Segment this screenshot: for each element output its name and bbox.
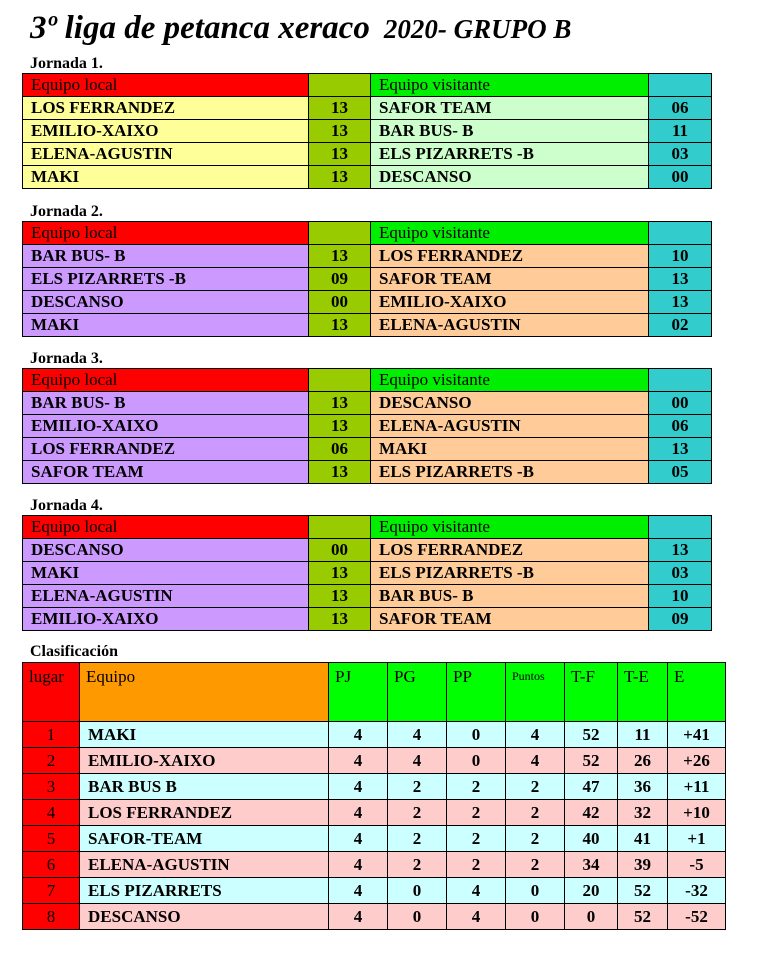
away-score: 11 [649, 120, 712, 143]
pj-cell: 4 [329, 852, 388, 878]
pg-cell: 0 [388, 878, 447, 904]
away-score: 10 [649, 245, 712, 268]
header-te: T-E [618, 663, 668, 722]
pj-cell: 4 [329, 722, 388, 748]
diff-cell: +11 [668, 774, 726, 800]
home-team: LOS FERRANDEZ [23, 438, 309, 461]
table-row [23, 826, 726, 852]
pp-cell: 4 [447, 878, 506, 904]
points-cell: 2 [506, 826, 565, 852]
te-cell: 52 [618, 904, 668, 930]
header-home-score [309, 222, 371, 245]
away-score: 06 [649, 415, 712, 438]
home-team: DESCANSO [23, 539, 309, 562]
team-cell: BAR BUS B [80, 774, 329, 800]
title-sub: 2020- GRUPO B [383, 14, 572, 44]
header-home-score [309, 369, 371, 392]
team-cell: ELS PIZARRETS [80, 878, 329, 904]
header-equipo: Equipo [80, 663, 329, 722]
table-header-row [23, 369, 712, 392]
table-header-row [23, 516, 712, 539]
table-row [23, 748, 726, 774]
away-team: BAR BUS- B [371, 585, 649, 608]
te-cell: 52 [618, 878, 668, 904]
team-cell: ELENA-AGUSTIN [80, 852, 329, 878]
te-cell: 26 [618, 748, 668, 774]
away-team: SAFOR TEAM [371, 608, 649, 631]
pg-cell: 4 [388, 748, 447, 774]
away-score: 00 [649, 392, 712, 415]
home-score: 13 [309, 585, 371, 608]
pj-cell: 4 [329, 878, 388, 904]
home-score: 13 [309, 120, 371, 143]
header-tf: T-F [565, 663, 618, 722]
tf-cell: 47 [565, 774, 618, 800]
home-score: 13 [309, 562, 371, 585]
header-visitor: Equipo visitante [371, 516, 649, 539]
away-team: LOS FERRANDEZ [371, 245, 649, 268]
diff-cell: -52 [668, 904, 726, 930]
pp-cell: 2 [447, 826, 506, 852]
away-team: DESCANSO [371, 392, 649, 415]
jornada-table [22, 221, 712, 337]
team-cell: MAKI [80, 722, 329, 748]
table-row [23, 245, 712, 268]
table-row [23, 461, 712, 484]
header-away-score [649, 516, 712, 539]
away-score: 09 [649, 608, 712, 631]
pj-cell: 4 [329, 748, 388, 774]
table-row [23, 774, 726, 800]
header-away-score [649, 369, 712, 392]
away-team: ELENA-AGUSTIN [371, 314, 649, 337]
pp-cell: 4 [447, 904, 506, 930]
pj-cell: 4 [329, 800, 388, 826]
header-pj: PJ [329, 663, 388, 722]
home-score: 13 [309, 314, 371, 337]
pp-cell: 2 [447, 800, 506, 826]
home-team: BAR BUS- B [23, 392, 309, 415]
table-row [23, 97, 712, 120]
pp-cell: 0 [447, 722, 506, 748]
tf-cell: 34 [565, 852, 618, 878]
pj-cell: 4 [329, 826, 388, 852]
home-team: ELENA-AGUSTIN [23, 143, 309, 166]
header-pp: PP [447, 663, 506, 722]
away-team: ELS PIZARRETS -B [371, 143, 649, 166]
away-score: 06 [649, 97, 712, 120]
table-row [23, 291, 712, 314]
home-team: EMILIO-XAIXO [23, 120, 309, 143]
pg-cell: 4 [388, 722, 447, 748]
home-score: 09 [309, 268, 371, 291]
away-score: 00 [649, 166, 712, 189]
home-score: 06 [309, 438, 371, 461]
tf-cell: 0 [565, 904, 618, 930]
table-row [23, 166, 712, 189]
home-score: 13 [309, 97, 371, 120]
home-team: MAKI [23, 562, 309, 585]
away-score: 03 [649, 562, 712, 585]
home-score: 13 [309, 461, 371, 484]
table-row [23, 800, 726, 826]
header-visitor: Equipo visitante [371, 222, 649, 245]
header-local: Equipo local [23, 222, 309, 245]
table-row [23, 539, 712, 562]
diff-cell: +26 [668, 748, 726, 774]
table-header-row [23, 222, 712, 245]
header-e: E [668, 663, 726, 722]
header-visitor: Equipo visitante [371, 74, 649, 97]
header-local: Equipo local [23, 74, 309, 97]
points-cell: 2 [506, 852, 565, 878]
away-team: MAKI [371, 438, 649, 461]
diff-cell: -32 [668, 878, 726, 904]
header-visitor: Equipo visitante [371, 369, 649, 392]
team-cell: DESCANSO [80, 904, 329, 930]
away-score: 13 [649, 268, 712, 291]
team-cell: SAFOR-TEAM [80, 826, 329, 852]
clasificacion-label: Clasificación [30, 643, 118, 660]
home-team: EMILIO-XAIXO [23, 415, 309, 438]
team-cell: EMILIO-XAIXO [80, 748, 329, 774]
jornada-label: Jornada 1. [30, 55, 103, 72]
diff-cell: -5 [668, 852, 726, 878]
home-team: BAR BUS- B [23, 245, 309, 268]
te-cell: 41 [618, 826, 668, 852]
away-team: EMILIO-XAIXO [371, 291, 649, 314]
table-row [23, 585, 712, 608]
table-row [23, 268, 712, 291]
home-score: 13 [309, 392, 371, 415]
tf-cell: 40 [565, 826, 618, 852]
header-away-score [649, 222, 712, 245]
position-cell: 4 [23, 800, 80, 826]
points-cell: 4 [506, 722, 565, 748]
table-row [23, 722, 726, 748]
table-row [23, 438, 712, 461]
away-score: 03 [649, 143, 712, 166]
points-cell: 2 [506, 774, 565, 800]
home-score: 13 [309, 166, 371, 189]
table-row [23, 415, 712, 438]
tf-cell: 20 [565, 878, 618, 904]
away-score: 13 [649, 438, 712, 461]
table-header-row [23, 663, 726, 722]
points-cell: 0 [506, 904, 565, 930]
home-team: LOS FERRANDEZ [23, 97, 309, 120]
away-score: 10 [649, 585, 712, 608]
home-team: EMILIO-XAIXO [23, 608, 309, 631]
away-score: 13 [649, 291, 712, 314]
pp-cell: 2 [447, 774, 506, 800]
te-cell: 32 [618, 800, 668, 826]
table-row [23, 852, 726, 878]
home-score: 13 [309, 143, 371, 166]
pg-cell: 2 [388, 852, 447, 878]
points-cell: 4 [506, 748, 565, 774]
home-score: 13 [309, 608, 371, 631]
table-row [23, 143, 712, 166]
header-lugar: lugar [23, 663, 80, 722]
pg-cell: 2 [388, 774, 447, 800]
position-cell: 3 [23, 774, 80, 800]
title-main: 3º liga de petanca xeraco [30, 10, 370, 46]
clasificacion-table [22, 662, 726, 930]
table-row [23, 608, 712, 631]
home-team: MAKI [23, 166, 309, 189]
home-team: DESCANSO [23, 291, 309, 314]
te-cell: 11 [618, 722, 668, 748]
header-puntos: Puntos [506, 663, 565, 722]
home-score: 13 [309, 245, 371, 268]
pg-cell: 2 [388, 826, 447, 852]
header-pg: PG [388, 663, 447, 722]
position-cell: 1 [23, 722, 80, 748]
home-score: 00 [309, 291, 371, 314]
away-score: 02 [649, 314, 712, 337]
away-team: SAFOR TEAM [371, 97, 649, 120]
diff-cell: +1 [668, 826, 726, 852]
table-row [23, 392, 712, 415]
away-team: BAR BUS- B [371, 120, 649, 143]
team-cell: LOS FERRANDEZ [80, 800, 329, 826]
position-cell: 8 [23, 904, 80, 930]
away-team: DESCANSO [371, 166, 649, 189]
position-cell: 6 [23, 852, 80, 878]
te-cell: 39 [618, 852, 668, 878]
pj-cell: 4 [329, 774, 388, 800]
diff-cell: +41 [668, 722, 726, 748]
pg-cell: 0 [388, 904, 447, 930]
table-row [23, 314, 712, 337]
position-cell: 7 [23, 878, 80, 904]
away-team: SAFOR TEAM [371, 268, 649, 291]
table-row [23, 904, 726, 930]
tf-cell: 52 [565, 748, 618, 774]
away-team: LOS FERRANDEZ [371, 539, 649, 562]
tf-cell: 52 [565, 722, 618, 748]
pp-cell: 0 [447, 748, 506, 774]
jornada-label: Jornada 3. [30, 350, 103, 367]
header-local: Equipo local [23, 516, 309, 539]
jornada-table [22, 515, 712, 631]
table-row [23, 878, 726, 904]
header-home-score [309, 516, 371, 539]
position-cell: 5 [23, 826, 80, 852]
away-team: ELS PIZARRETS -B [371, 562, 649, 585]
te-cell: 36 [618, 774, 668, 800]
jornada-table [22, 368, 712, 484]
home-score: 13 [309, 415, 371, 438]
table-row [23, 120, 712, 143]
header-away-score [649, 74, 712, 97]
away-score: 05 [649, 461, 712, 484]
away-team: ELENA-AGUSTIN [371, 415, 649, 438]
tf-cell: 42 [565, 800, 618, 826]
home-team: ELS PIZARRETS -B [23, 268, 309, 291]
page-title [30, 10, 571, 52]
points-cell: 2 [506, 800, 565, 826]
pp-cell: 2 [447, 852, 506, 878]
away-score: 13 [649, 539, 712, 562]
pg-cell: 2 [388, 800, 447, 826]
points-cell: 0 [506, 878, 565, 904]
home-team: ELENA-AGUSTIN [23, 585, 309, 608]
away-team: ELS PIZARRETS -B [371, 461, 649, 484]
jornada-table [22, 73, 712, 189]
diff-cell: +10 [668, 800, 726, 826]
header-home-score [309, 74, 371, 97]
home-team: MAKI [23, 314, 309, 337]
position-cell: 2 [23, 748, 80, 774]
pj-cell: 4 [329, 904, 388, 930]
header-local: Equipo local [23, 369, 309, 392]
jornada-label: Jornada 4. [30, 497, 103, 514]
jornada-label: Jornada 2. [30, 203, 103, 220]
home-score: 00 [309, 539, 371, 562]
table-header-row [23, 74, 712, 97]
table-row [23, 562, 712, 585]
home-team: SAFOR TEAM [23, 461, 309, 484]
